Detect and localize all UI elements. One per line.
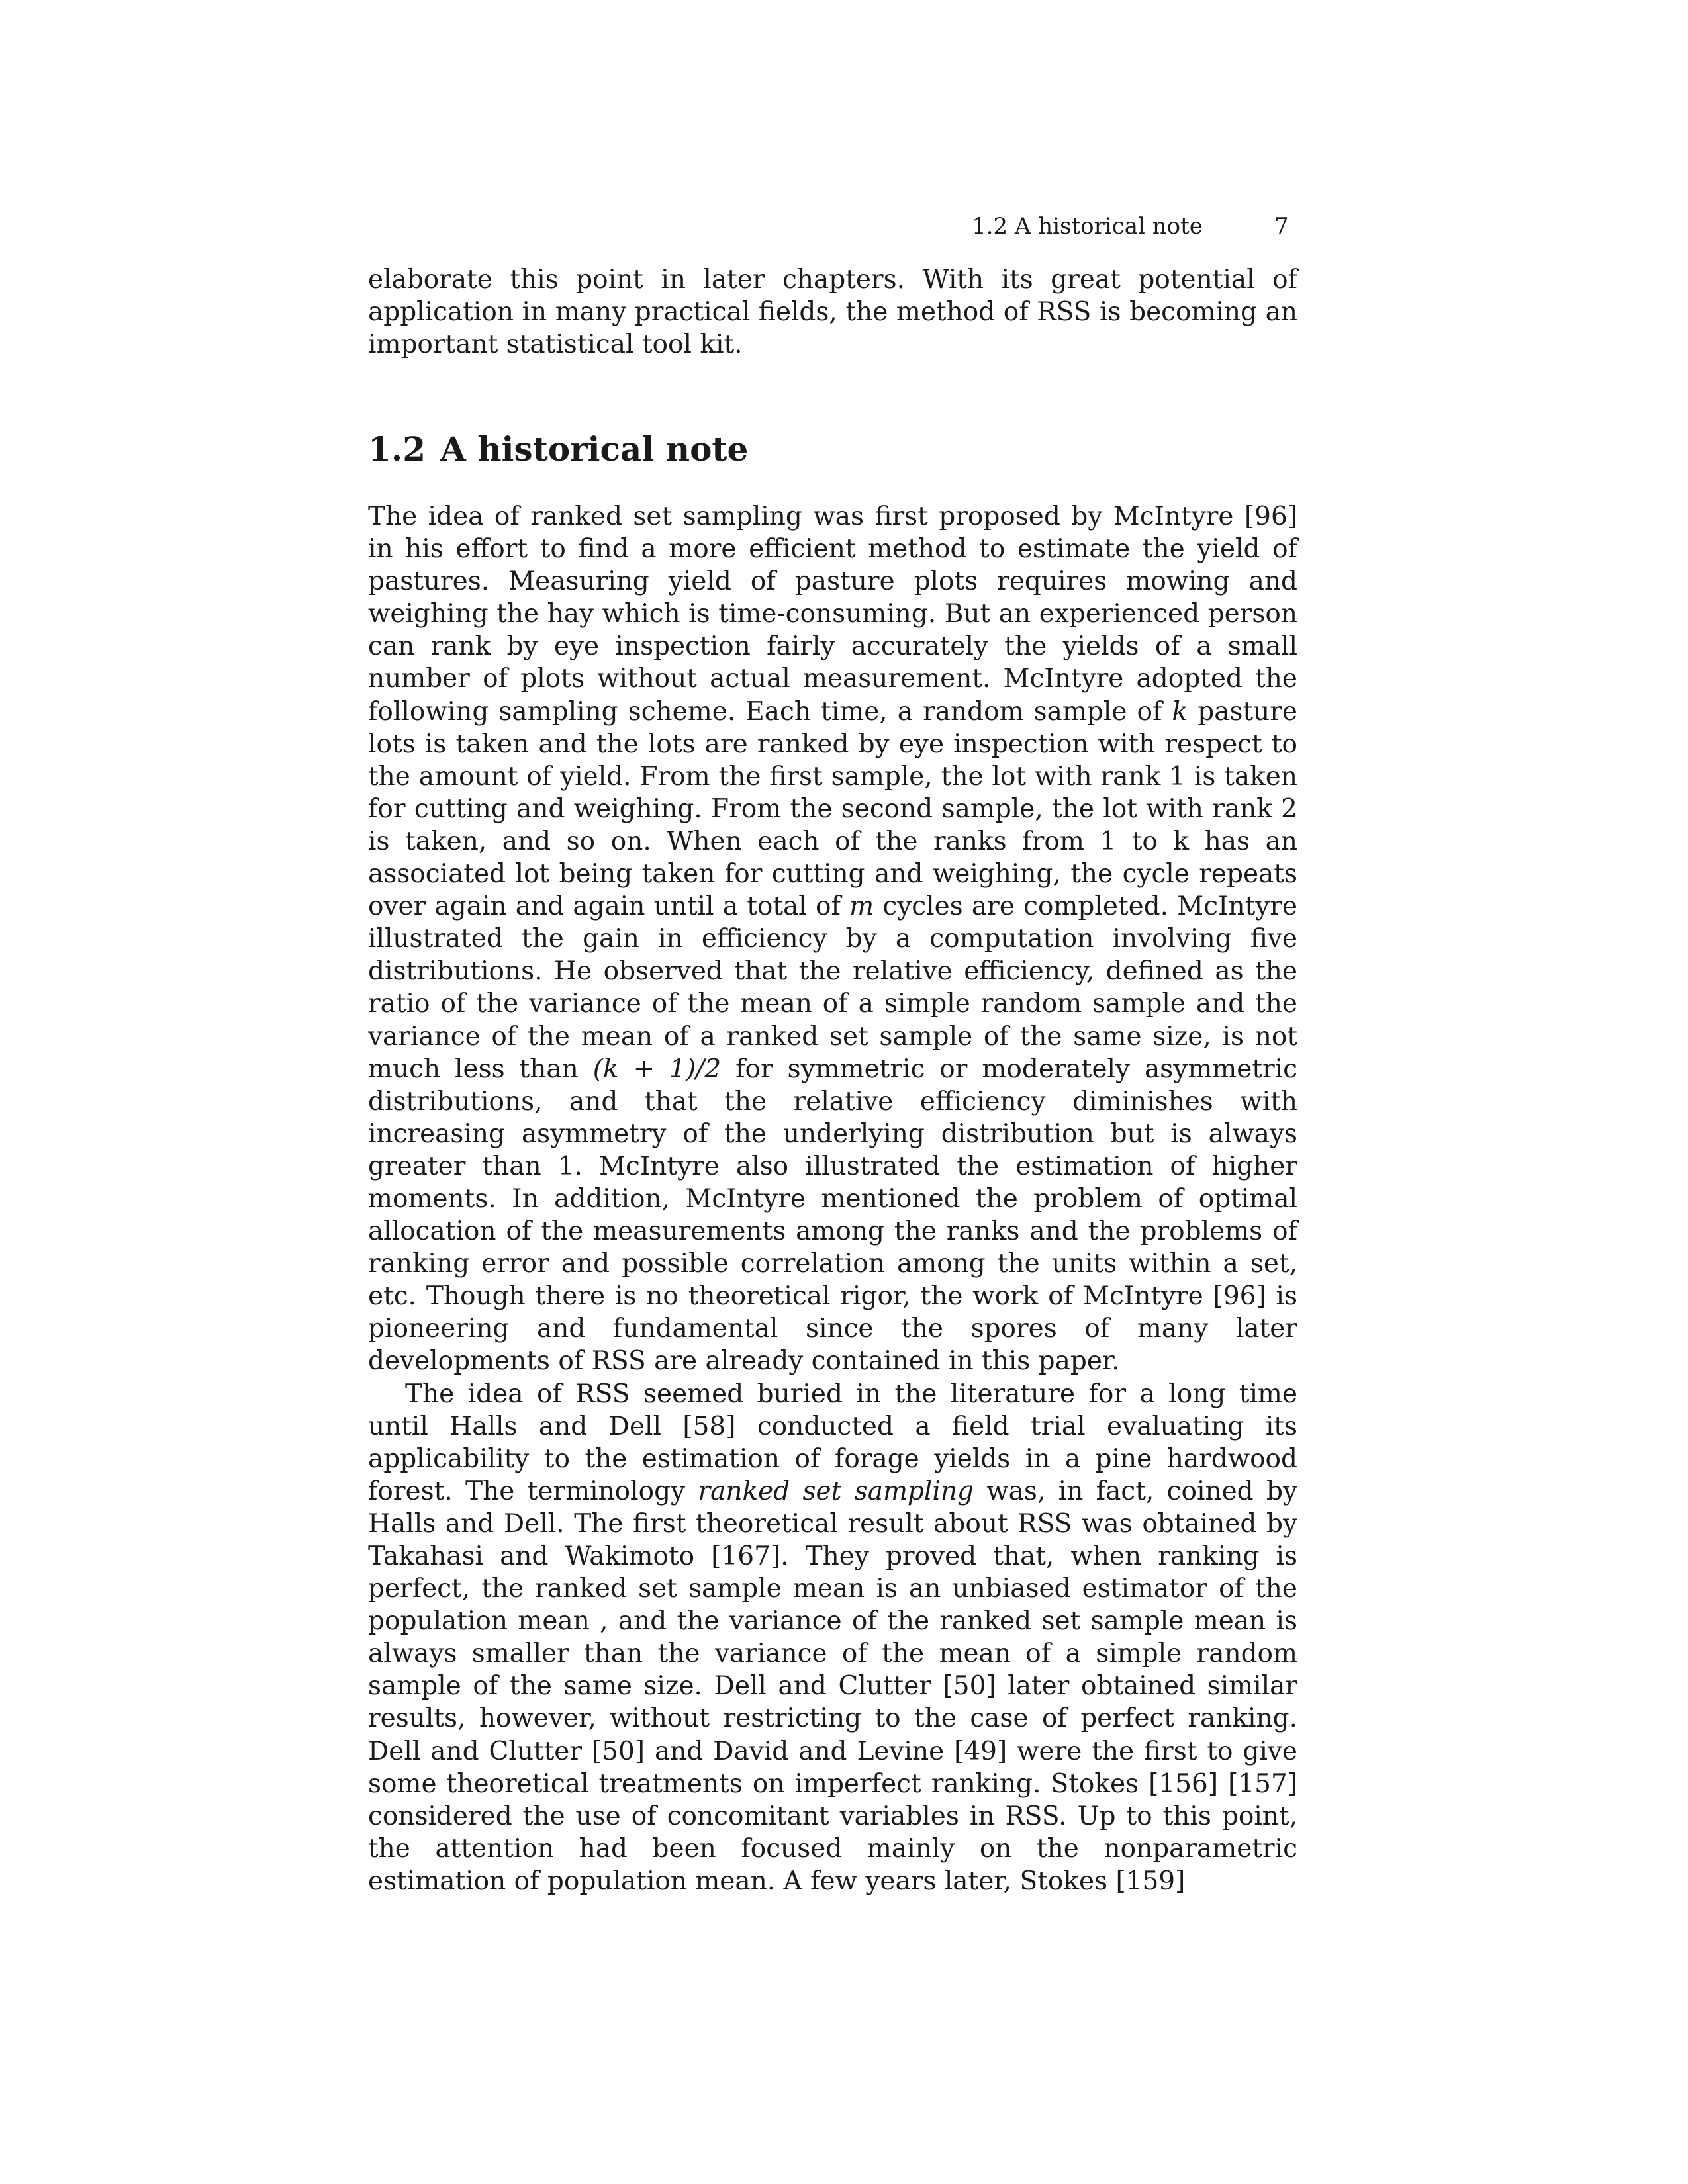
intro-paragraph-block — [368, 263, 1297, 361]
running-title: 1.2 A historical note — [972, 213, 1203, 240]
p1-math-expression: (k + 1)/2 — [592, 1054, 722, 1084]
p1-math-m: m — [849, 891, 874, 922]
p1-text-3: cycles are completed. McIntyre illustrated the gain in efficiency by a computation involving five distributions. He observed that the relative efficiency, defined as the ratio of the variance of the mean of a simple random sample and the variance of the mean of a ranked set sample of the same size, is not much less than — [368, 891, 1298, 1084]
p2-text-1: The idea of RSS seemed buried in the literature for a long time until Halls and Dell [58] conducted a field trial evaluating its applicability to the estimation of forage yields in a pine hardwood forest. The terminology — [368, 1379, 1297, 1506]
p1-text-1: The idea of ranked set sampling was first proposed by McIntyre [96] in his effort to find a more efficient method to estimate the yield of pastures. Measuring yield of pasture plots requires mowing and weighing the hay which is time-consuming. But an experienced person can rank by eye inspection fairly accurately the yields of a small number of plots without actual measurement. McIntyre adopted the following sampling scheme. Each time, a random sample of — [368, 502, 1297, 727]
p1-text-2: pasture lots is taken and the lots are ranked by eye inspection with respect to the amount of yield. From the first sample, the lot with rank 1 is taken for cutting and weighing. From the second sample, the lot with rank 2 is taken, and so on. When each of the ranks from 1 to k has an associated lot being taken for cutting and weighing, the cycle repeats over again and again until a total of — [368, 696, 1297, 922]
section-heading — [368, 426, 1297, 473]
p1-math-k: k — [1172, 696, 1188, 727]
section-number: 1.2 — [368, 430, 426, 469]
p2-emphasis-term: ranked set sampling — [698, 1476, 974, 1506]
paragraph-history — [368, 1378, 1297, 1898]
p1-text-4: for symmetric or moderately asymmetric distributions, and that the relative efficiency diminishes with increasing asymmetry of the underlying distribution but is always greater than 1. McIntyre also illustrated the estimation of higher moments. In addition, McIntyre mentioned the problem of optimal allocation of the measurements among the ranks and the problems of ranking error and possible correlation among the units within a set, etc. Though there is no theoretical rigor, the work of McIntyre [96] is pioneering and fundamental since the spores of many later developments of RSS are already contained in this paper. — [368, 1054, 1297, 1377]
intro-paragraph: elaborate this point in later chapters. With its great potential of application in many practical fields, the method of RSS is becoming an important statistical tool kit. — [368, 265, 1297, 360]
section-body — [368, 500, 1297, 1897]
paragraph-mcintyre — [368, 500, 1297, 1378]
p2-text-2: was, in fact, coined by Halls and Dell. The first theoretical result about RSS was obtained by Takahasi and Wakimoto [167]. They proved that, when ranking is perfect, the ranked set sample mean is an unbiased estimator of the population mean , and the variance of the ranked set sample mean is always smaller than the variance of the mean of a simple random sample of the same size. Dell and Clutter [50] later obtained similar results, however, without restricting to the case of perfect ranking. Dell and Clutter [50] and David and Levine [49] were the first to give some theoretical treatments on imperfect ranking. Stokes [156] [157] considered the use of concomitant variables in RSS. Up to this point, the attention had been focused mainly on the nonparametric estimation of population mean. A few years later, Stokes [159] — [368, 1476, 1297, 1896]
page-number: 7 — [1274, 213, 1289, 240]
running-header — [0, 206, 1688, 246]
section-title: A historical note — [440, 430, 749, 469]
